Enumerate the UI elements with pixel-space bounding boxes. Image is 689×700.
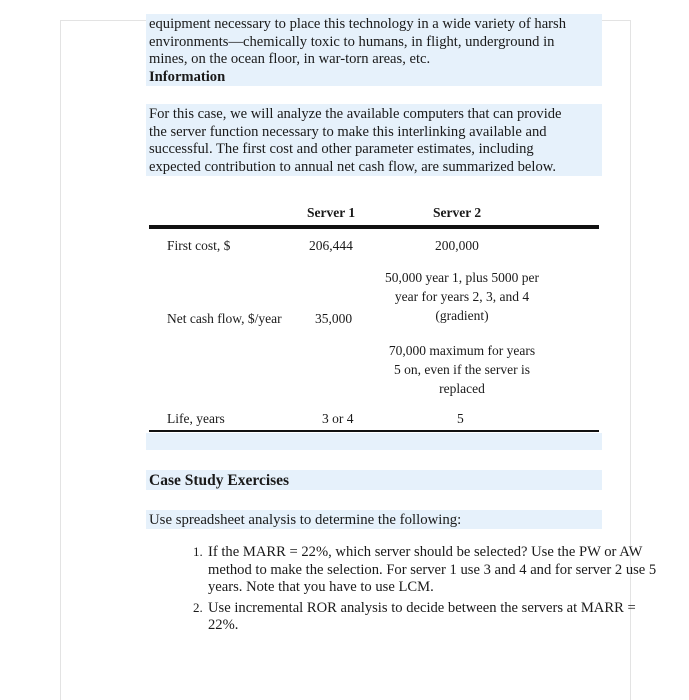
cell-line: year for years 2, 3, and 4 (394, 289, 530, 304)
info-line: expected contribution to annual net cash flow, are summarized below. (149, 158, 556, 175)
table-bottom-rule (149, 430, 599, 432)
info-line: For this case, we will analyze the available computers that can provide (149, 106, 562, 122)
cell-life-server-1: 3 or 4 (322, 411, 354, 426)
cell-line: 5 on, even if the server is (393, 362, 531, 377)
exercise-item: 2. Use incremental ROR analysis to decide between the servers at MARR = 22%. (206, 599, 666, 635)
cell-line: replaced (439, 381, 485, 396)
cell-line: (gradient) (435, 308, 489, 323)
table-top-rule (149, 225, 599, 229)
intro-paragraph (149, 16, 599, 86)
row-label-first-cost: First cost, $ (167, 238, 231, 253)
intro-line: equipment necessary to place this technology in a wide variety of harsh (149, 16, 567, 32)
column-header-server-2: Server 2 (433, 205, 482, 220)
page-border-left (60, 20, 61, 700)
cell-first-cost-server-1: 206,444 (309, 238, 353, 253)
cell-line: 50,000 year 1, plus 5000 per (384, 270, 540, 285)
column-header-server-1: Server 1 (307, 205, 356, 220)
intro-line: environments—chemically toxic to humans, in flight, underground in (149, 33, 555, 50)
information-heading: Information (149, 68, 226, 85)
info-paragraph (149, 106, 599, 176)
intro-line: mines, on the ocean floor, in war-torn areas, etc. (149, 51, 431, 67)
exercise-list (149, 543, 666, 637)
cell-first-cost-server-2: 200,000 (435, 238, 479, 253)
row-label-net-cash-flow: Net cash flow, $/year (167, 311, 282, 326)
cell-net-cash-server-1: 35,000 (315, 311, 353, 326)
case-study-title: Case Study Exercises (149, 472, 290, 489)
info-line: successful. The first cost and other parameter estimates, including (149, 141, 534, 157)
cell-net-cash-server-2-part-b (362, 341, 562, 398)
exercise-instruction: Use spreadsheet analysis to determine the following: (149, 512, 462, 528)
highlight-table-bottom (146, 433, 602, 450)
row-label-life: Life, years (167, 411, 225, 426)
exercise-item: 1. If the MARR = 22%, which server should be selected? Use the PW or AW method to make the selection. For server 1 use 3 and 4 and for server 2 use 5 years. Note that you have to use LCM. (206, 543, 666, 597)
info-line: the server function necessary to make this interlinking available and (149, 123, 547, 140)
cell-net-cash-server-2-part-a (362, 268, 562, 325)
cell-life-server-2: 5 (457, 411, 464, 426)
cell-line: 70,000 maximum for years (388, 343, 536, 358)
